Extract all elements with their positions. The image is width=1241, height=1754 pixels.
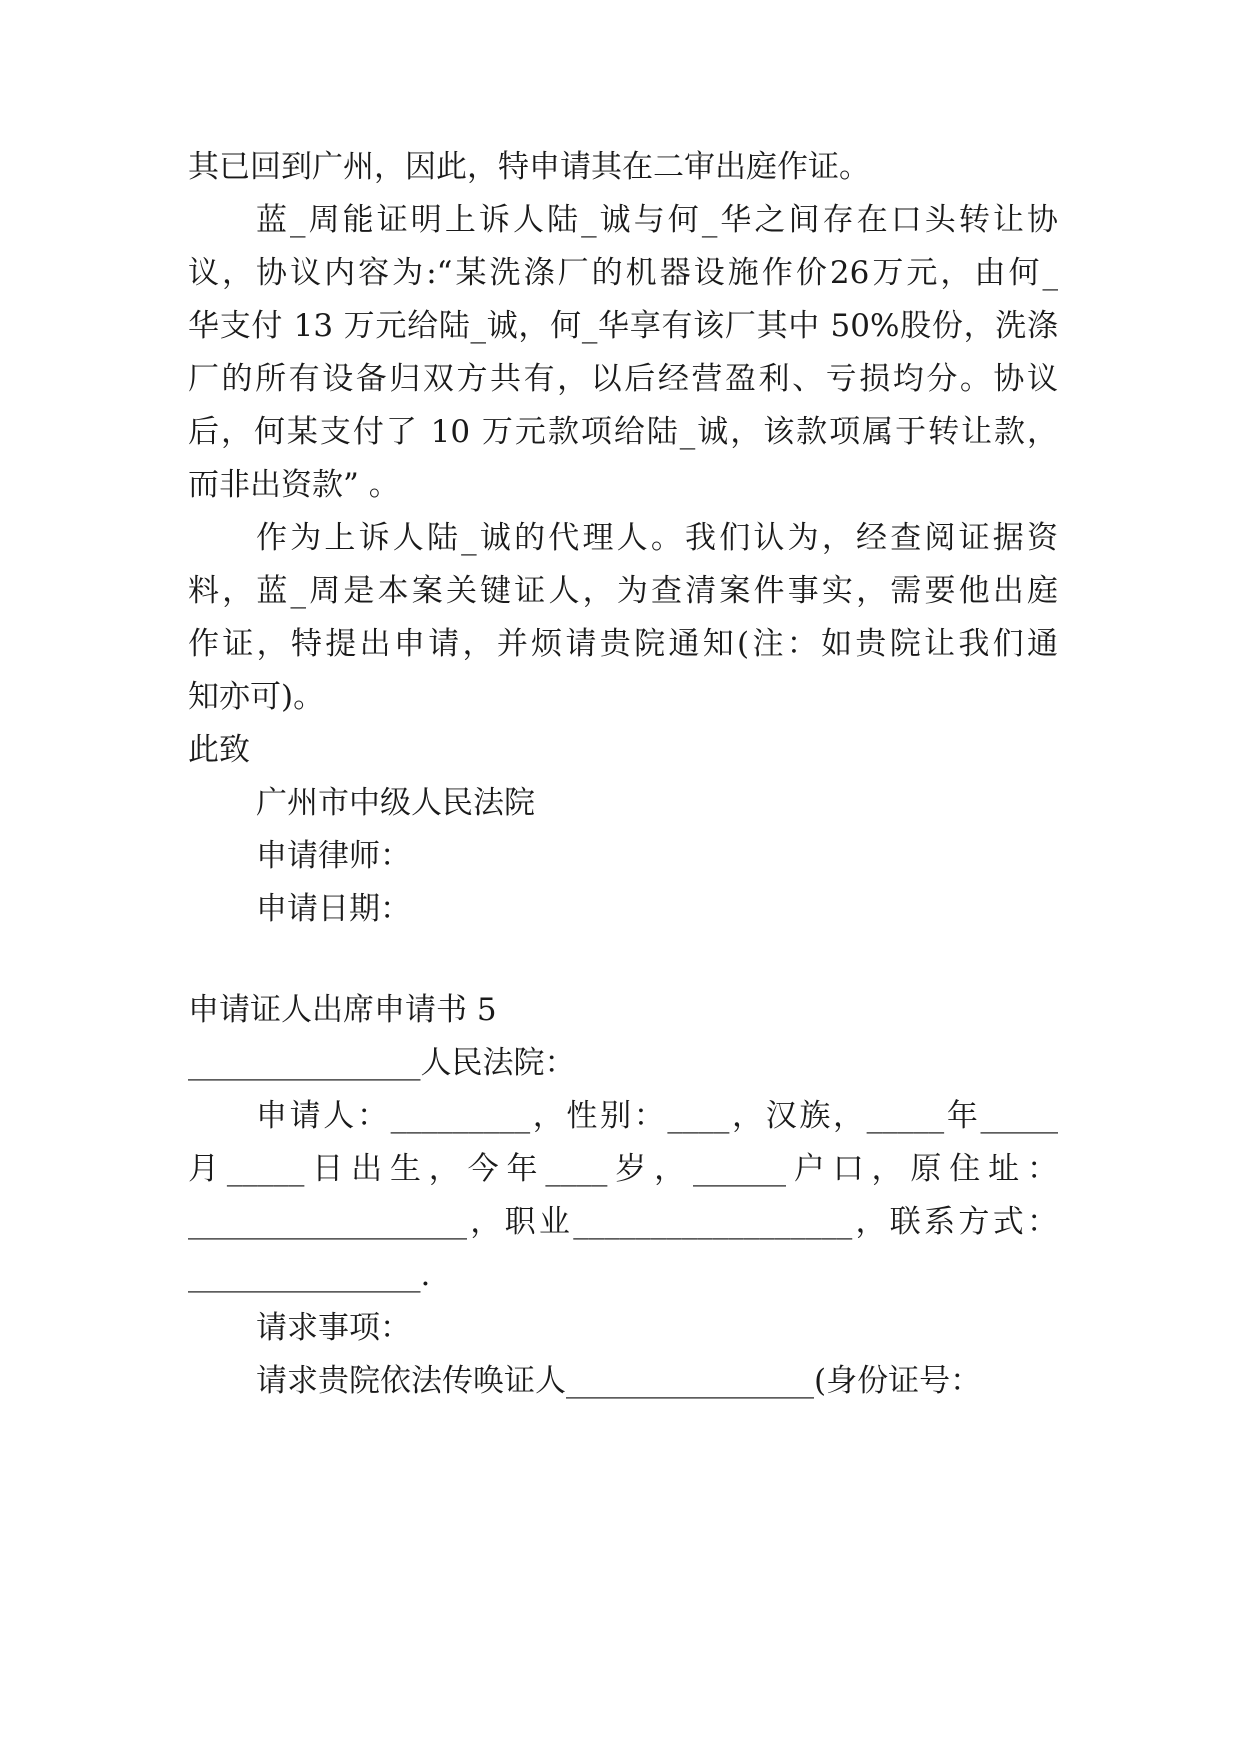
paragraph-line: 厂的所有设备归双方共有，以后经营盈利、亏损均分。协议	[188, 361, 1058, 397]
salutation: 此致	[188, 732, 250, 768]
court-blank-line: _______________人民法院：	[188, 1045, 576, 1081]
request-heading: 请求事项：	[256, 1310, 411, 1346]
paragraph-line: 华支付 13 万元给陆_诚，何_华享有该厂其中 50%股份，洗涤	[188, 308, 1058, 344]
addressee-court: 广州市中级人民法院	[256, 785, 535, 821]
paragraph-line: 后，何某支付了 10 万元款项给陆_诚，该款项属于转让款，	[188, 414, 1058, 450]
paragraph-line: 其已回到广州，因此，特申请其在二审出庭作证。	[188, 149, 870, 185]
lawyer-signature-label: 申请律师：	[256, 838, 411, 874]
applicant-line: 月_____日出生，今年____岁，______户口，原住址：	[188, 1151, 1058, 1187]
paragraph-line: 而非出资款” 。	[188, 467, 400, 503]
paragraph-line: 蓝_周能证明上诉人陆_诚与何_华之间存在口头转让协	[256, 202, 1058, 238]
paragraph-line: 料，蓝_周是本案关键证人，为查清案件事实，需要他出庭	[188, 573, 1058, 609]
section-title: 申请证人出席申请书 5	[188, 992, 497, 1028]
applicant-line: __________________，职业__________________，联系方式：	[188, 1204, 1058, 1240]
date-label: 申请日期：	[256, 891, 411, 927]
paragraph-line: 作为上诉人陆_诚的代理人。我们认为，经查阅证据资	[256, 520, 1058, 556]
paragraph-line: 作证，特提出申请，并烦请贵院通知(注：如贵院让我们通	[188, 626, 1058, 662]
paragraph-line: 知亦可)。	[188, 679, 325, 715]
applicant-line: 申请人：_________，性别：____，汉族，_____年_____	[256, 1098, 1058, 1134]
applicant-line: _______________.	[188, 1257, 431, 1293]
request-line: 请求贵院依法传唤证人________________(身份证号：	[256, 1363, 982, 1399]
paragraph-line: 议，协议内容为:“某洗涤厂的机器设施作价26万元，由何_	[188, 255, 1058, 291]
